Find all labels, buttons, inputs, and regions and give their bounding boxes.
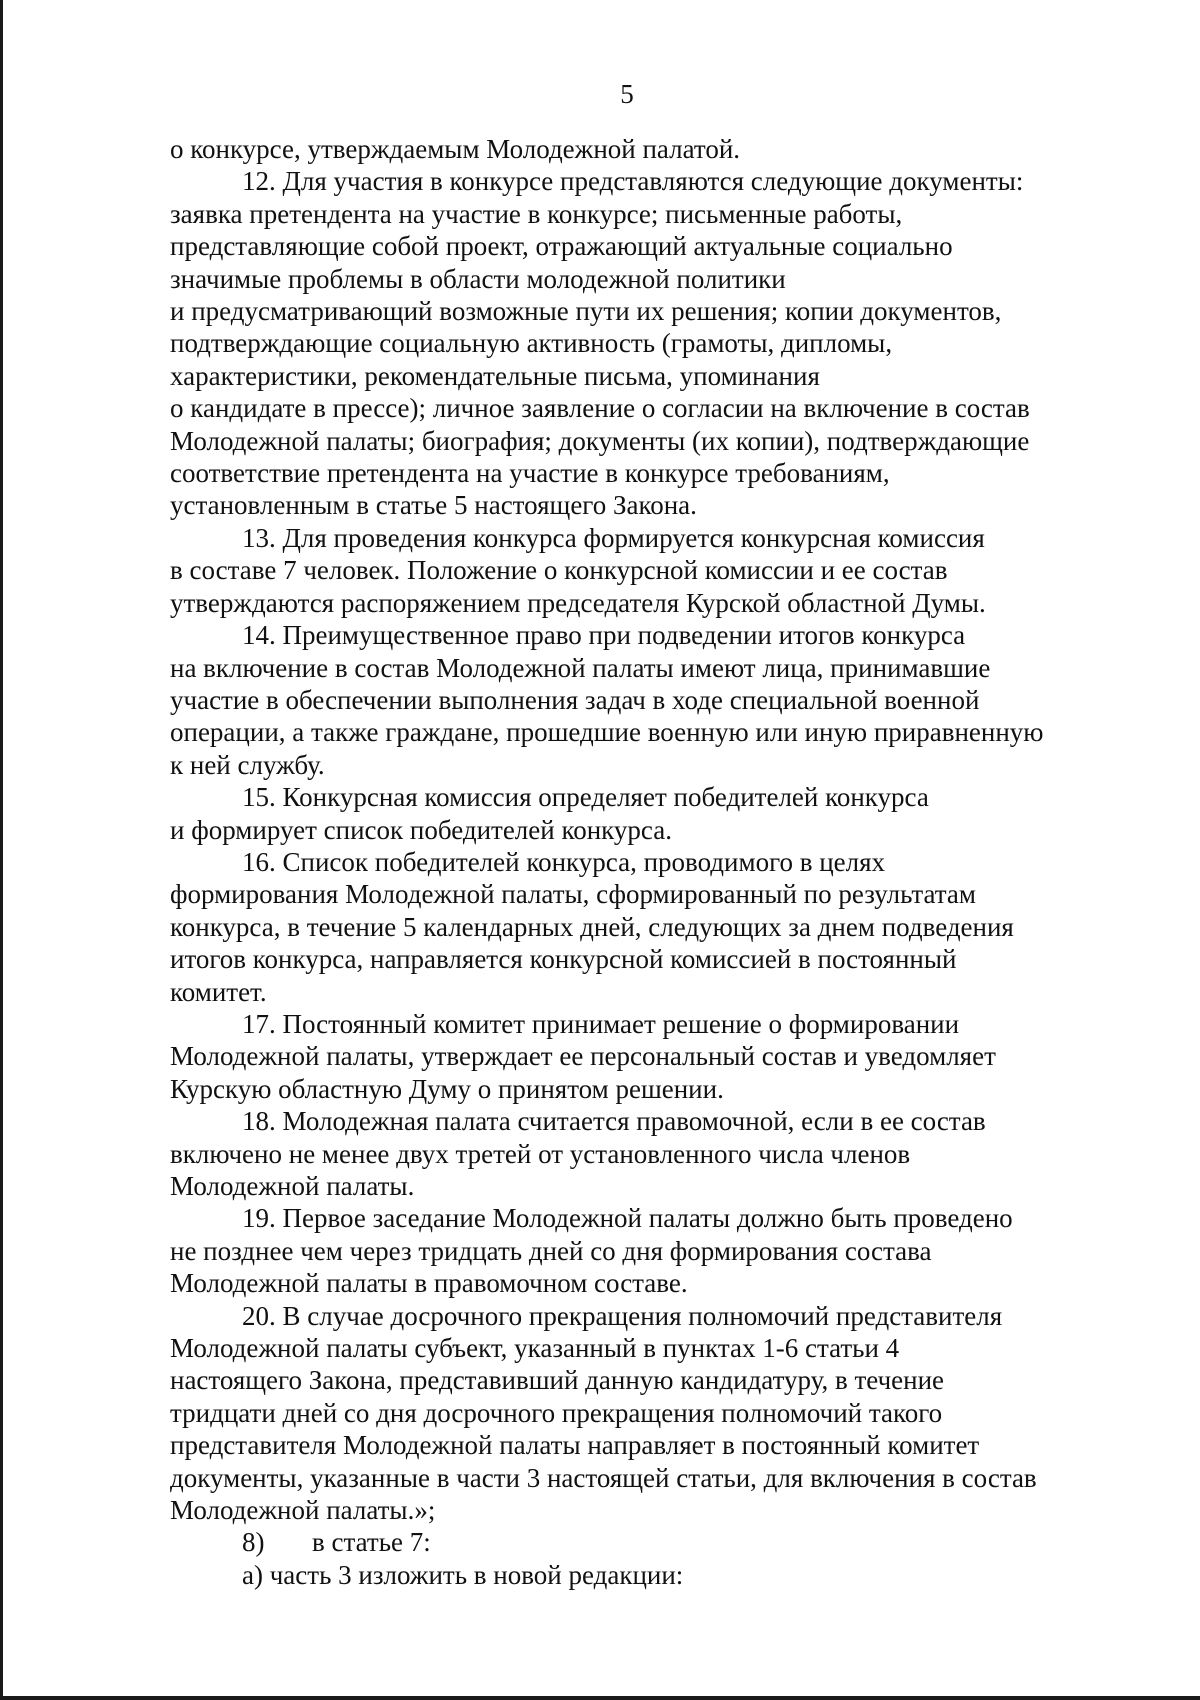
- list-item-a: а) часть 3 изложить в новой редакции:: [242, 1559, 684, 1590]
- paragraph-12: 12. Для участия в конкурсе представляются следующие документы: заявка претендента на участие в конкурсе; письменные работы, представляющие собой проект, отражающий актуальные социально значимые проблемы в области молодежной политики и предусматривающий возможные пути их решения; копии документов, подтверждающие социальную активность (грамоты, дипломы, характеристики, рекомендательные письма, упоминания о кандидате в прессе); личное заявление о согласии на включение в состав Молодежной палаты; биография; документы (их копии), подтверждающие соответствие претендента на участие в конкурсе требованиям, установленным в статье 5 настоящего Закона.: [170, 166, 1030, 521]
- paragraph-18: 18. Молодежная палата считается правомочной, если в ее состав включено не менее двух третей от установленного числа членов Молодежной палаты.: [170, 1106, 986, 1201]
- list-item-8-text: в статье 7:: [312, 1527, 431, 1558]
- document-body: [170, 133, 1086, 1591]
- paragraph-15: 15. Конкурсная комиссия определяет победителей конкурса и формирует список победителей конкурса.: [170, 782, 929, 845]
- scan-left-border: [0, 0, 3, 1700]
- list-item-8-number: 8): [242, 1527, 265, 1558]
- paragraph-continuation: о конкурсе, утверждаемым Молодежной палатой.: [170, 134, 741, 164]
- page-number: 5: [620, 79, 634, 109]
- paragraph-19: 19. Первое заседание Молодежной палаты должно быть проведено не позднее чем через тридцать дней со дня формирования состава Молодежной палаты в правомочном составе.: [170, 1203, 1013, 1299]
- paragraph-14: 14. Преимущественное право при подведении итогов конкурса на включение в состав Молодежной палаты имеют лица, принимавшие участие в обеспечении выполнения задач в ходе специальной военной операции, а также граждане, прошедшие военную или иную приравненную к ней службу.: [170, 620, 1044, 780]
- paragraph-16: 16. Список победителей конкурса, проводимого в целях формирования Молодежной палаты, сформированный по результатам конкурса, в течение 5 календарных дней, следующих за днем подведения итогов конкурса, направляется конкурсной комиссией в постоянный комитет.: [170, 846, 1014, 1007]
- paragraph-17: 17. Постоянный комитет принимает решение о формировании Молодежной палаты, утверждает ее персональный состав и уведомляет Курскую областную Думу о принятом решении.: [170, 1008, 996, 1104]
- paragraph-13: 13. Для проведения конкурса формируется конкурсная комиссия в составе 7 человек. Положение о конкурсной комиссии и ее состав утверждаются распоряжением председателя Курской областной Думы.: [170, 522, 986, 618]
- scan-bottom-border: [0, 1696, 1200, 1700]
- list-item-8: [242, 1526, 1086, 1558]
- paragraph-20: 20. В случае досрочного прекращения полномочий представителя Молодежной палаты субъект, указанный в пунктах 1-6 статьи 4 настоящего Закона, представивший данную кандидатуру, в течение тридцати дней со дня досрочного прекращения полномочий такого представителя Молодежной палаты направляет в постоянный комитет документы, указанные в части 3 настоящей статьи, для включения в состав Молодежной палаты.»;: [170, 1300, 1037, 1526]
